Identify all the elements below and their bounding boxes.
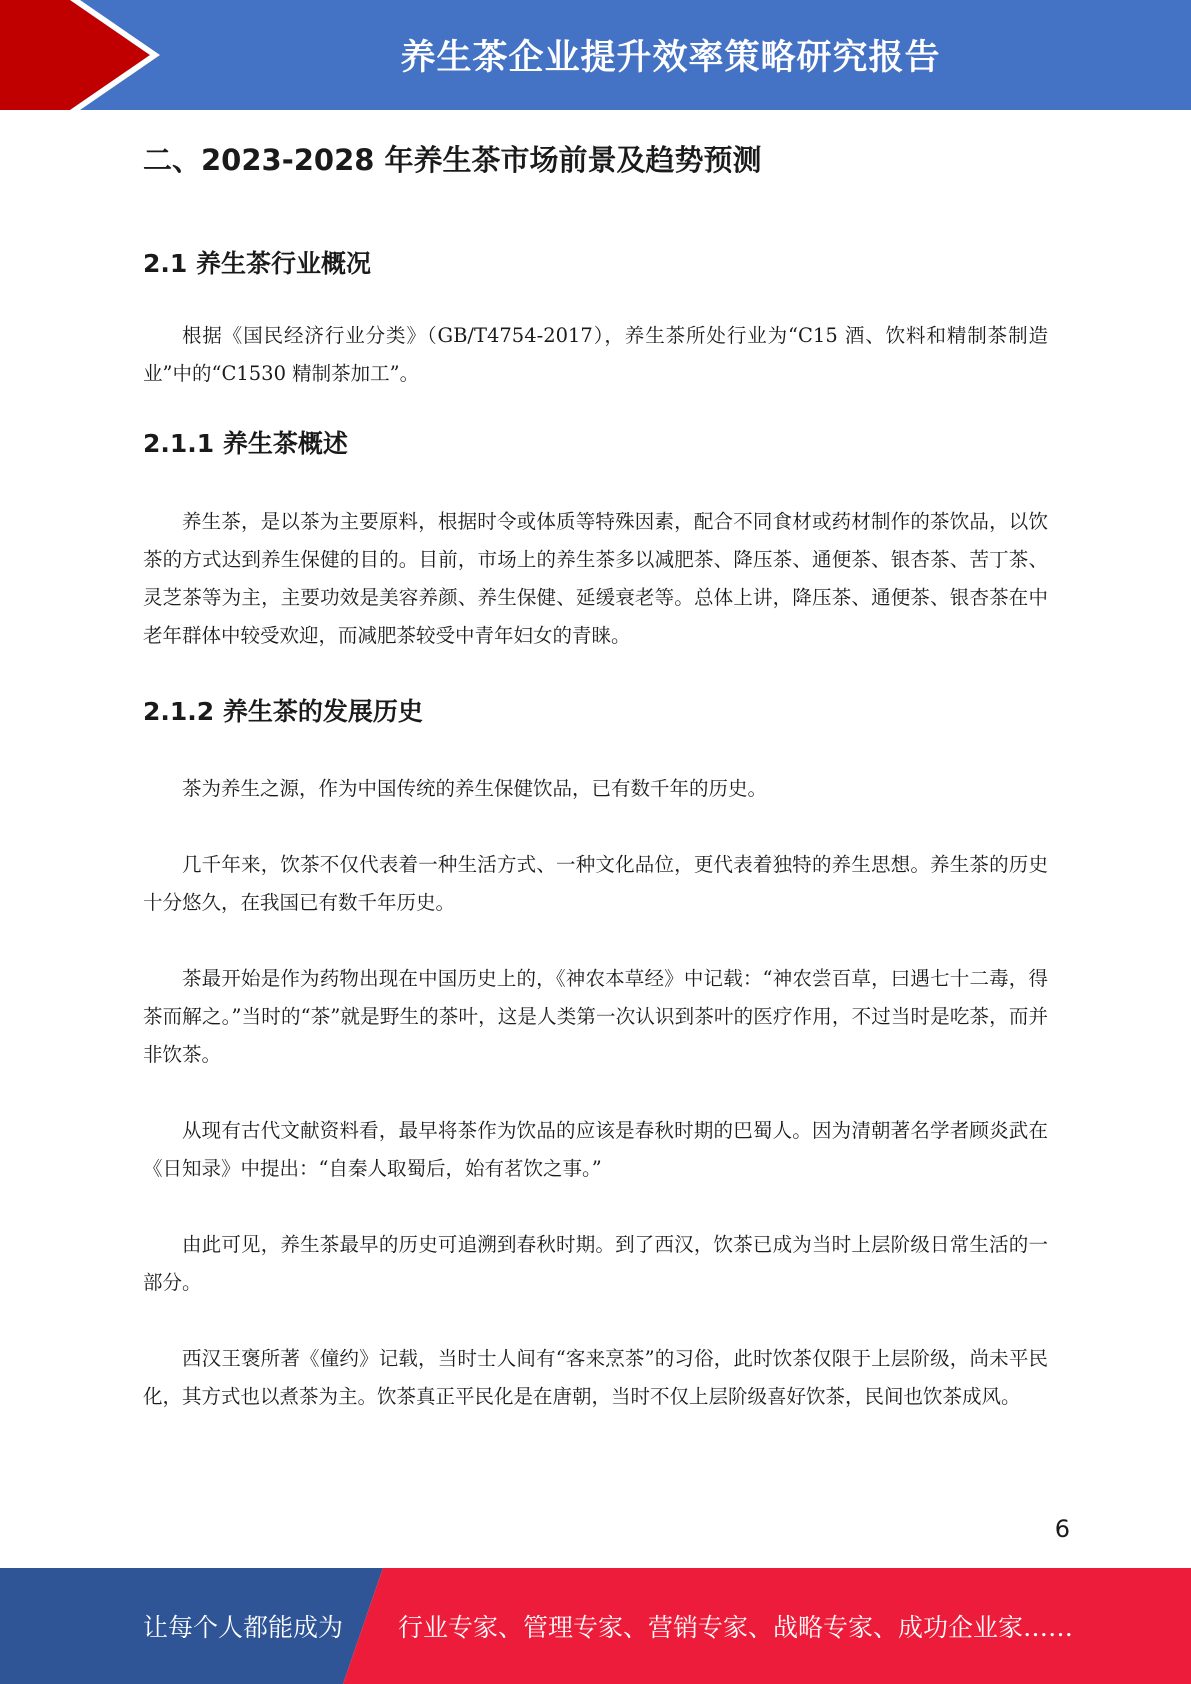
paragraph: 由此可见，养生茶最早的历史可追溯到春秋时期。到了西汉，饮茶已成为当时上层阶级日常生活的一部分。 [143, 1233, 1048, 1294]
heading-2-1-1: 2.1.1 养生茶概述 [143, 429, 348, 458]
header-arrow-icon [0, 0, 160, 110]
header-title: 养生茶企业提升效率策略研究报告 [400, 38, 941, 78]
paragraph: 根据《国民经济行业分类》（GB/T4754-2017），养生茶所处行业为“C15 酒、饮料和精制茶制造业”中的“C1530 精制茶加工”。 [143, 324, 1048, 385]
paragraph: 养生茶，是以茶为主要原料，根据时令或体质等特殊因素，配合不同食材或药材制作的茶饮品，以饮茶的方式达到养生保健的目的。目前，市场上的养生茶多以减肥茶、降压茶、通便茶、银杏茶、苦丁茶、灵芝茶等为主，主要功效是美容养颜、养生保健、延缓衰老等。总体上讲，降压茶、通便茶、银杏茶在中老年群体中较受欢迎，而减肥茶较受中青年妇女的青睐。 [143, 510, 1048, 647]
footer-slogan-right: 行业专家、管理专家、营销专家、战略专家、成功企业家…… [398, 1613, 1074, 1642]
paragraph: 茶最开始是作为药物出现在中国历史上的，《神农本草经》中记载：“神农尝百草，曰遇七十二毒，得茶而解之。”当时的“茶”就是野生的茶叶，这是人类第一次认识到茶叶的医疗作用，不过当时是吃茶，而并非饮茶。 [143, 967, 1048, 1066]
page-footer [0, 1568, 1191, 1684]
page-header [0, 0, 1191, 110]
paragraph: 从现有古代文献资料看，最早将茶作为饮品的应该是春秋时期的巴蜀人。因为清朝著名学者顾炎武在《日知录》中提出：“自秦人取蜀后，始有茗饮之事。” [143, 1119, 1048, 1180]
paragraph: 西汉王褒所著《僮约》记载，当时士人间有“客来烹茶”的习俗，此时饮茶仅限于上层阶级，尚未平民化，其方式也以煮茶为主。饮茶真正平民化是在唐朝，当时不仅上层阶级喜好饮茶，民间也饮茶成风。 [143, 1347, 1048, 1408]
footer-slogan-left: 让每个人都能成为 [143, 1613, 344, 1642]
heading-2-1: 2.1 养生茶行业概况 [143, 249, 371, 278]
page-number: 6 [1054, 1515, 1070, 1543]
heading-2-1-2: 2.1.2 养生茶的发展历史 [143, 697, 423, 726]
paragraph: 几千年来，饮茶不仅代表着一种生活方式、一种文化品位，更代表着独特的养生思想。养生茶的历史十分悠久，在我国已有数千年历史。 [143, 853, 1048, 914]
section-title: 二、2023-2028 年养生茶市场前景及趋势预测 [143, 143, 762, 177]
paragraph: 茶为养生之源，作为中国传统的养生保健饮品，已有数千年的历史。 [182, 777, 768, 800]
